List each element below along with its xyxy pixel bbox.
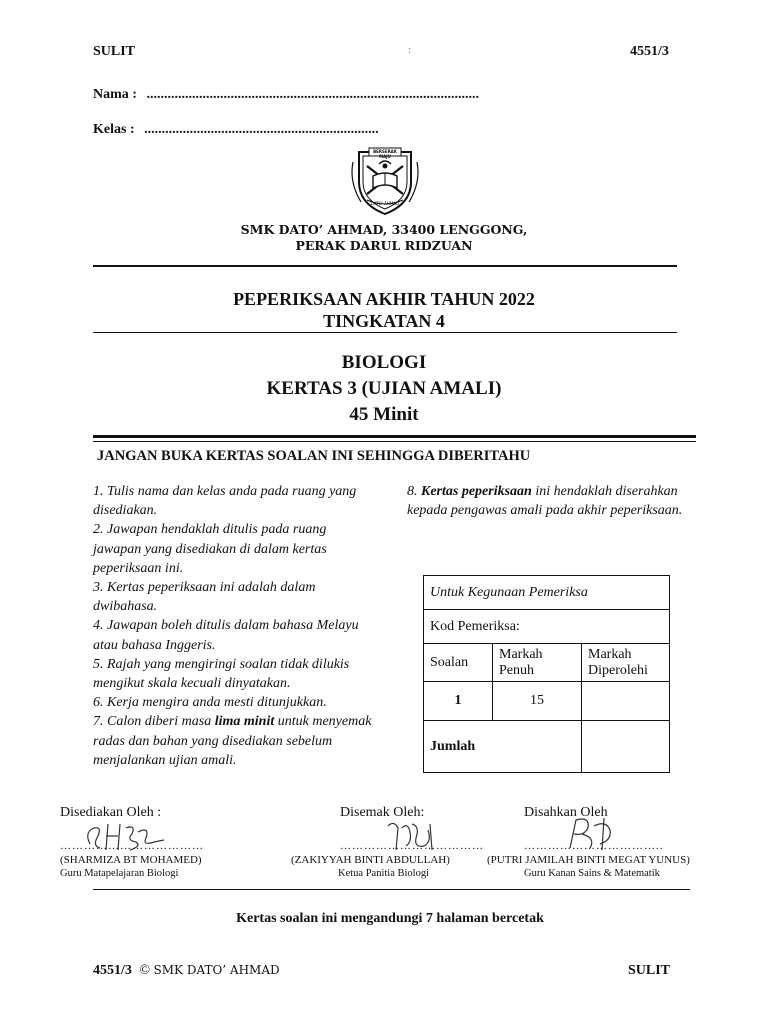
examiner-code-label: Kod Pemeriksa: — [424, 610, 670, 644]
examiner-table-title: Untuk Kegunaan Pemeriksa — [424, 576, 670, 610]
header-left-sulit: SULIT — [93, 44, 136, 59]
footer-left — [93, 963, 280, 979]
page-count-note: Kertas soalan ini mengandungi 7 halaman bercetak — [236, 911, 544, 926]
prepared-label: Disediakan Oleh : — [60, 805, 162, 820]
approved-name: (PUTRI JAMILAH BINTI MEGAT YUNUS) — [487, 854, 690, 866]
header-center-mark: : — [408, 44, 412, 56]
copyright-icon: © — [139, 963, 151, 978]
col-full-mark-header: Markah Penuh — [493, 644, 582, 682]
divider-title — [93, 332, 677, 333]
divider-thick — [93, 435, 696, 438]
instruction-5: 5. Rajah yang mengiringi soalan tidak dilukis mengikut skala kecuali dinyatakan. — [93, 656, 350, 692]
total-value-cell[interactable] — [582, 721, 670, 773]
logo-base-text: DATO' AHMAD — [370, 201, 400, 206]
instruction-1: 1. Tulis nama dan kelas anda pada ruang yang disediakan. — [93, 484, 357, 519]
school-name-line1: SMK DATO’ AHMAD, 33400 LENGGONG, — [240, 222, 528, 237]
row1-obtained-cell[interactable] — [582, 682, 670, 721]
instruction-2: 2. Jawapan hendaklah ditulis pada ruang jawapan yang disediakan di dalam kertas peperiksaan ini. — [93, 522, 327, 576]
instruction-8: 8. Kertas peperiksaan ini hendaklah diserahkan kepada pengawas amali pada akhir peperiksaan. — [407, 484, 683, 519]
class-field[interactable] — [93, 122, 379, 138]
footer-right-sulit: SULIT — [628, 963, 671, 978]
footer-code: 4551/3 — [93, 963, 132, 978]
school-name-line2: PERAK DARUL RIDZUAN — [295, 238, 473, 253]
name-field[interactable] — [93, 87, 479, 103]
prepared-name: (SHARMIZA BT MOHAMED) — [60, 854, 202, 866]
divider-thin — [93, 441, 696, 442]
approved-label: Disahkan Oleh — [524, 805, 608, 820]
exam-subject: BIOLOGI — [341, 352, 427, 373]
exam-paper: KERTAS 3 (UJIAN AMALI) — [266, 378, 502, 399]
class-dots: ................................................................... — [144, 122, 379, 137]
logo-ribbon-text: BERSERAK MAJU — [373, 149, 397, 159]
exam-duration: 45 Minit — [349, 404, 419, 425]
prepared-dots: ……………………………… — [60, 840, 204, 852]
examiner-table — [423, 575, 670, 773]
checked-dots: ……………………………… — [340, 840, 484, 852]
name-dots: ............................................................................................... — [146, 87, 479, 102]
class-label: Kelas : — [93, 122, 135, 137]
divider-top — [93, 265, 677, 267]
col-question-header: Soalan — [424, 644, 493, 682]
row1-question: 1 — [424, 682, 493, 721]
school-logo — [345, 142, 425, 218]
instruction-4: 4. Jawapan boleh ditulis dalam bahasa Melayu atau bahasa Inggeris. — [93, 618, 359, 653]
warning-text: JANGAN BUKA KERTAS SOALAN INI SEHINGGA DIBERITAHU — [97, 448, 531, 464]
checked-role: Ketua Panitia Biologi — [338, 868, 429, 879]
col-obtained-header: Markah Diperolehi — [582, 644, 670, 682]
instructions-left — [93, 482, 373, 770]
total-label: Jumlah — [424, 721, 582, 773]
approved-dots: …………………………….. — [524, 840, 664, 852]
header-right-code: 4551/3 — [630, 44, 669, 59]
name-label: Nama : — [93, 87, 137, 102]
instruction-6: 6. Kerja mengira anda mesti ditunjukkan. — [93, 695, 327, 711]
instruction-3: 3. Kertas peperiksaan ini adalah dalam dwibahasa. — [93, 580, 316, 615]
checked-label: Disemak Oleh: — [340, 805, 425, 820]
prepared-role: Guru Matapelajaran Biologi — [60, 868, 179, 879]
instruction-7: 7. Calon diberi masa lima minit untuk menyemak radas dan bahan yang disediakan sebelum menjalankan ujian amali. — [93, 714, 372, 768]
approved-role: Guru Kanan Sains & Matematik — [524, 868, 660, 879]
checked-name: (ZAKIYYAH BINTI ABDULLAH) — [291, 854, 450, 866]
row1-full-mark: 15 — [493, 682, 582, 721]
footer-school: SMK DATO’ AHMAD — [153, 963, 280, 977]
divider-signatures — [93, 889, 690, 890]
exam-title: PEPERIKSAAN AKHIR TAHUN 2022 — [233, 289, 535, 309]
exam-form: TINGKATAN 4 — [323, 311, 445, 331]
